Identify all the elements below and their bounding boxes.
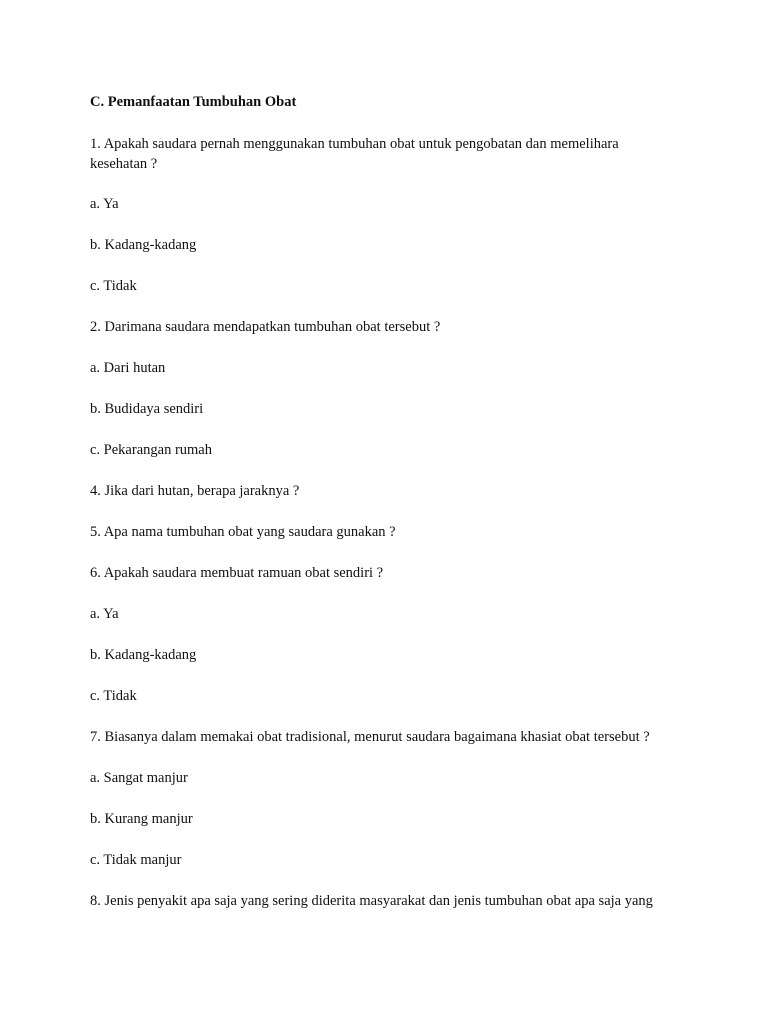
q7-option-a: a. Sangat manjur [90, 770, 188, 786]
q1-option-a: a. Ya [90, 196, 119, 212]
question-8: 8. Jenis penyakit apa saja yang sering diderita masyarakat dan jenis tumbuhan obat apa saja yang [90, 893, 653, 909]
q2-option-c: c. Pekarangan rumah [90, 442, 212, 458]
q2-option-b: b. Budidaya sendiri [90, 401, 204, 417]
q6-option-a: a. Ya [90, 606, 119, 622]
q1-option-b: b. Kadang-kadang [90, 237, 197, 253]
question-2: 2. Darimana saudara mendapatkan tumbuhan obat tersebut ? [90, 319, 441, 335]
question-1-line-1: 1. Apakah saudara pernah menggunakan tumbuhan obat untuk pengobatan dan memelihara [90, 136, 619, 152]
question-5: 5. Apa nama tumbuhan obat yang saudara gunakan ? [90, 524, 396, 540]
q6-option-c: c. Tidak [90, 688, 137, 704]
question-4: 4. Jika dari hutan, berapa jaraknya ? [90, 483, 300, 499]
q6-option-b: b. Kadang-kadang [90, 647, 197, 663]
question-6: 6. Apakah saudara membuat ramuan obat sendiri ? [90, 565, 384, 581]
q7-option-c: c. Tidak manjur [90, 852, 182, 868]
question-1-line-2: kesehatan ? [90, 156, 158, 172]
section-title: C. Pemanfaatan Tumbuhan Obat [90, 94, 297, 110]
q7-option-b: b. Kurang manjur [90, 811, 193, 827]
q1-option-c: c. Tidak [90, 278, 137, 294]
question-7: 7. Biasanya dalam memakai obat tradisional, menurut saudara bagaimana khasiat obat tersebut ? [90, 729, 650, 745]
q2-option-a: a. Dari hutan [90, 360, 166, 376]
